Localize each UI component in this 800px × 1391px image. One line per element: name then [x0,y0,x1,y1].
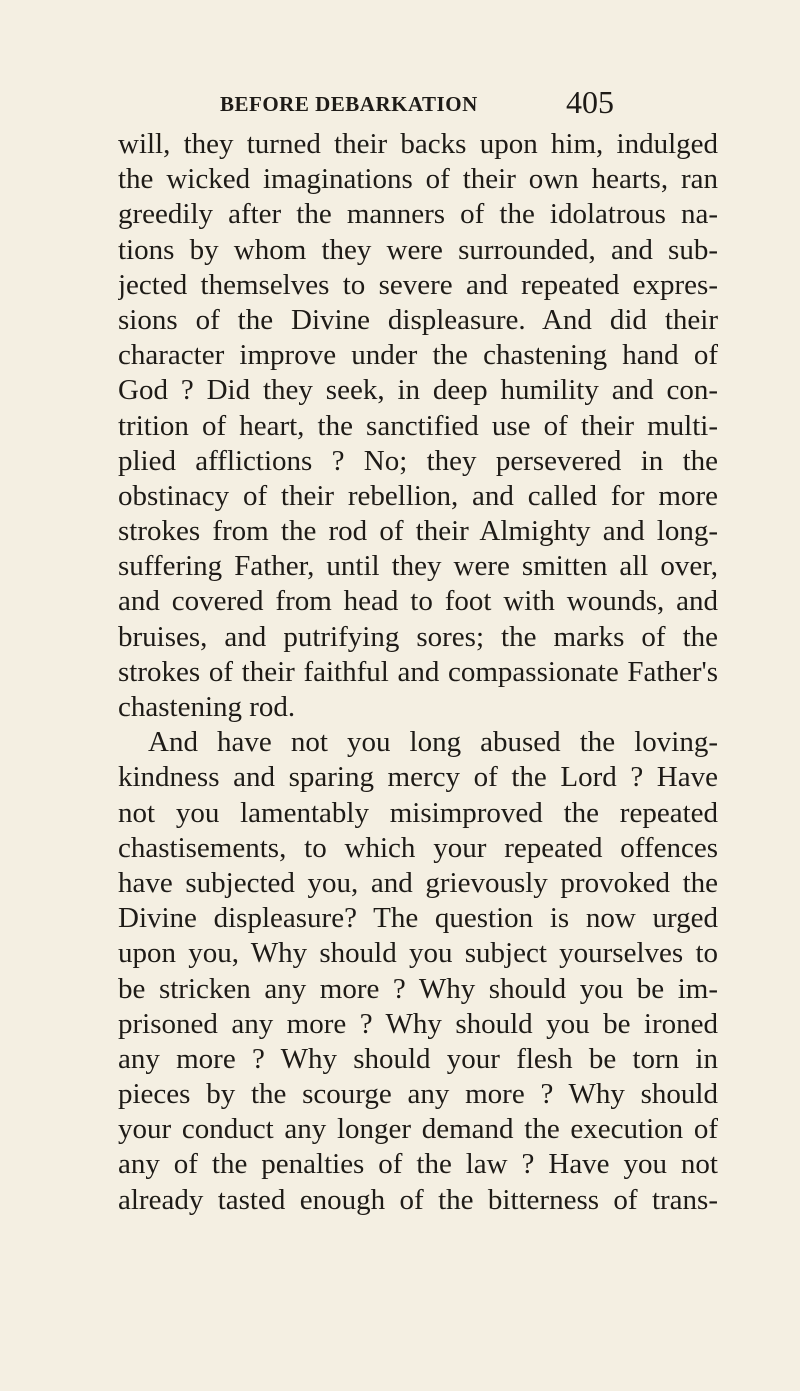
text-line: obstinacy of their rebellion, and called for more [118,479,718,512]
text-line: strokes of their faithful and compassionate Father's [118,655,718,688]
text-line: any of the penalties of the law ? Have you not [118,1148,718,1181]
text-line: Divine displeasure? The question is now urged [118,902,718,935]
text-line: and covered from head to foot with wounds, and [118,585,718,618]
text-line: plied afflictions ? No; they persevered in the [118,444,718,477]
text-line: will, they turned their backs upon him, indulged [118,128,718,160]
text-line: greedily after the manners of the idolatrous na- [118,198,718,231]
text-line: kindness and sparing mercy of the Lord ? Have [118,761,718,794]
text-line: tions by whom they were surrounded, and sub- [118,233,718,266]
text-line: character improve under the chastening hand of [118,339,718,372]
text-line: your conduct any longer demand the execution of [118,1113,718,1146]
text-line: jected themselves to severe and repeated expres- [118,268,718,301]
text-line: And have not you long abused the loving- [148,726,718,759]
text-line: already tasted enough of the bitterness of trans- [118,1183,718,1216]
text-line: trition of heart, the sanctified use of their multi- [118,409,718,442]
page-number: 405 [566,84,614,120]
text-line: God ? Did they seek, in deep humility and con- [118,374,718,407]
text-line: prisoned any more ? Why should you be ironed [118,1007,718,1040]
text-line: not you lamentably misimproved the repeated [118,796,718,829]
text-line: have subjected you, and grievously provoked the [118,866,718,899]
text-line: bruises, and putrifying sores; the marks of the [118,620,718,653]
text-line: chastening rod. [118,691,296,723]
body-text [118,127,718,1218]
text-line: the wicked imaginations of their own hearts, ran [118,163,718,196]
running-head: BEFORE DEBARKATION [220,92,478,116]
text-line: sions of the Divine displeasure. And did their [118,303,718,336]
text-line: any more ? Why should your flesh be torn in [118,1042,718,1075]
text-line: pieces by the scourge any more ? Why should [118,1078,718,1111]
text-line: suffering Father, until they were smitten all over, [118,550,718,583]
text-line: upon you, Why should you subject yourselves to [118,937,718,970]
text-line: strokes from the rod of their Almighty and long- [118,515,718,548]
text-line: be stricken any more ? Why should you be im- [118,972,718,1005]
text-line: chastisements, to which your repeated offences [118,831,718,864]
